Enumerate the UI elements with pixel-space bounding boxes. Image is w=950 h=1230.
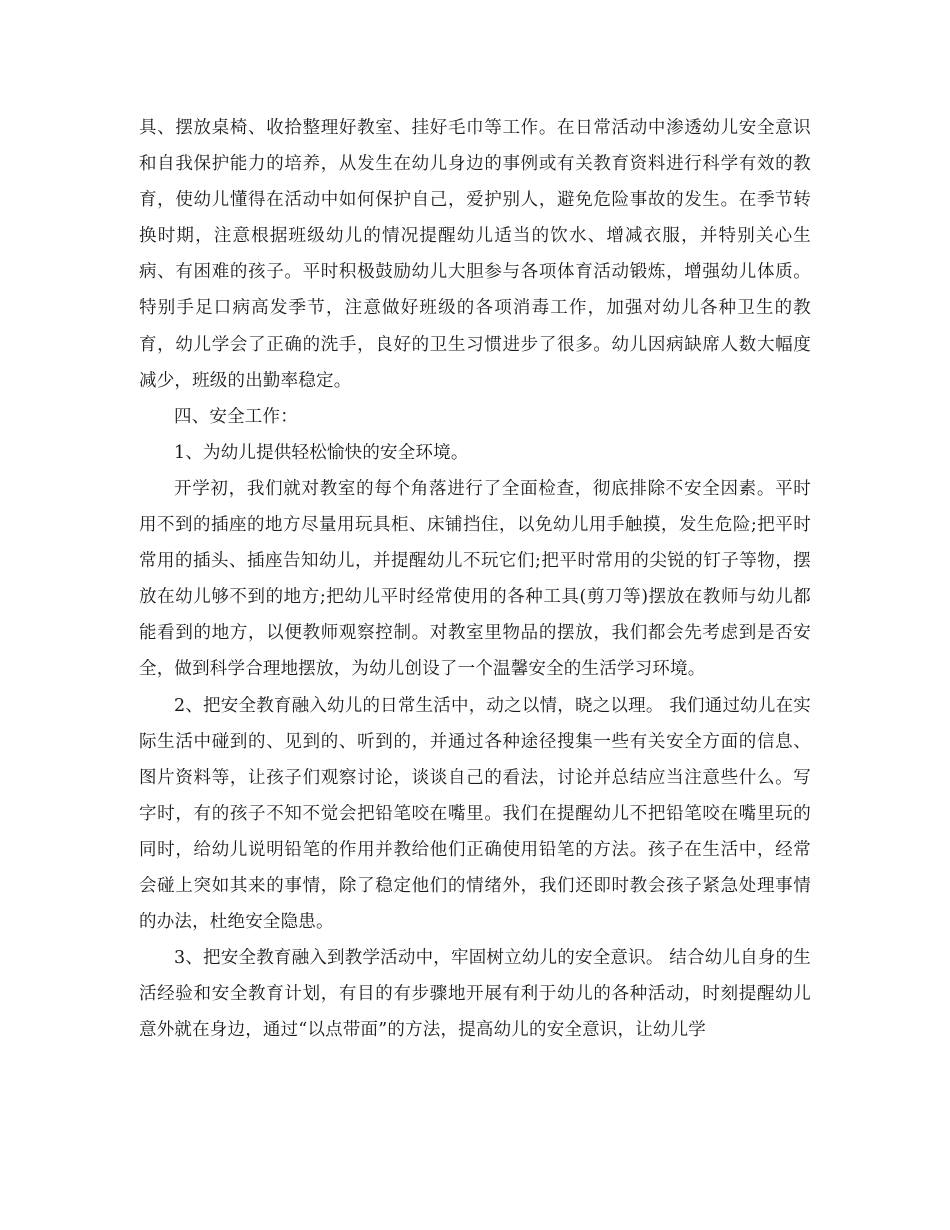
section-heading-safety-work: 四、安全工作： bbox=[174, 406, 298, 427]
paragraph-hygiene-continued: 具、摆放桌椅、收拾整理好教室、挂好毛巾等工作。在日常活动中渗透幼儿安全意识和自我保护能力的培养，从发生在幼儿身边的事例或有关教育资料进行科学有效的教育，使幼儿懂得在活动中如何保护自己，爱护别人，避免危险事故的发生。在季节转换时期，注意根据班级幼儿的情况提醒幼儿适当的饮水、增减衣服，并特别关心生病、有困难的孩子。平时积极鼓励幼儿大胆参与各项体育活动锻炼，增强幼儿体质。特别手足口病高发季节，注意做好班级的各项消毒工作，加强对幼儿各种卫生的教育，幼儿学会了正确的洗手，良好的卫生习惯进步了很多。幼儿因病缺席人数大幅度减少，班级的出勤率稳定。 bbox=[139, 118, 811, 391]
document-body bbox=[139, 110, 811, 1048]
paragraph-teaching-safety: 3、把安全教育融入到教学活动中，牢固树立幼儿的安全意识。 结合幼儿自身的生活经验和安全教育计划，有目的有步骤地开展有利于幼儿的各种活动，时刻提醒幼儿意外就在身边，通过“以点带面”的方法，提高幼儿的安全意识，让幼儿学 bbox=[139, 948, 811, 1041]
subheading-safe-environment: 1、为幼儿提供轻松愉快的安全环境。 bbox=[174, 442, 469, 463]
paragraph-classroom-inspection: 开学初，我们就对教室的每个角落进行了全面检查，彻底排除不安全因素。平时用不到的插座的地方尽量用玩具柜、床铺挡住，以免幼儿用手触摸，发生危险;把平时常用的插头、插座告知幼儿，并提醒幼儿不玩它们;把平时常用的尖锐的钉子等物，摆放在幼儿够不到的地方;把幼儿平时经常使用的各种工具(剪刀等)摆放在教师与幼儿都能看到的地方，以便教师观察控制。对教室里物品的摆放，我们都会先考虑到是否安全，做到科学合理地摆放，为幼儿创设了一个温馨安全的生活学习环境。 bbox=[139, 478, 811, 680]
paragraph-daily-life-safety: 2、把安全教育融入幼儿的日常生活中，动之以情，晓之以理。 我们通过幼儿在实际生活中碰到的、见到的、听到的，并通过各种途径搜集一些有关安全方面的信息、图片资料等，让孩子们观察讨论，谈谈自己的看法，讨论并总结应当注意些什么。写字时，有的孩子不知不觉会把铅笔咬在嘴里。我们在提醒幼儿不把铅笔咬在嘴里玩的同时，给幼儿说明铅笔的作用并教给他们正确使用铅笔的方法。孩子在生活中，经常会碰上突如其来的事情，除了稳定他们的情绪外，我们还即时教会孩子紧急处理事情的办法，杜绝安全隐患。 bbox=[139, 695, 811, 933]
